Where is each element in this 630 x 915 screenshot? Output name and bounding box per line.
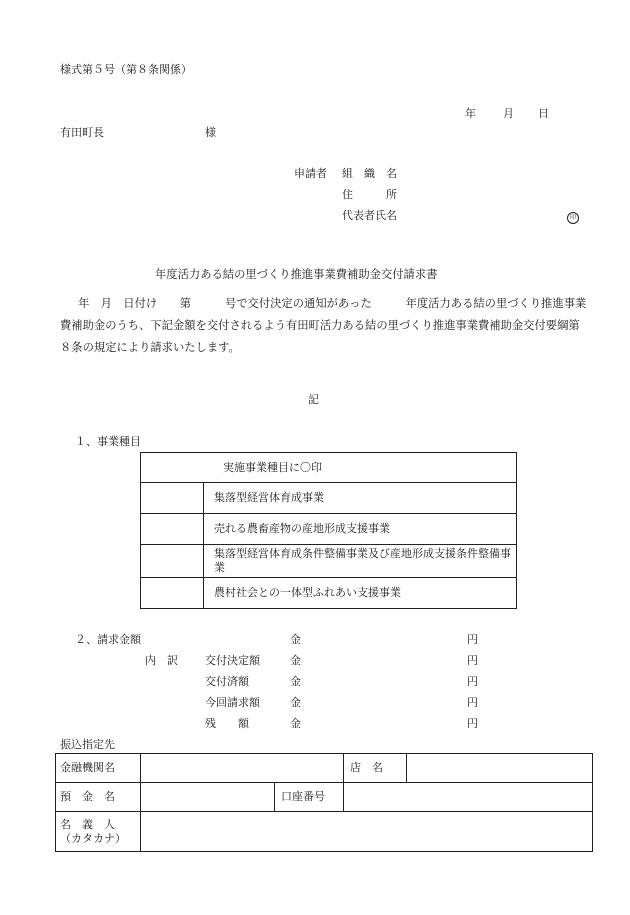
breakdown-row-label: 今回請求額 (205, 696, 260, 709)
addressee-name: 有田町長 (60, 126, 104, 139)
amount-gold-label: 金 (290, 717, 301, 730)
seal-mark-icon: 印 (567, 209, 579, 224)
table-row (141, 483, 517, 514)
table-row (56, 754, 593, 783)
mark-cell[interactable] (141, 483, 204, 514)
account-number-label: 口座番号 (275, 783, 344, 812)
address-label: 住 所 (342, 188, 397, 201)
breakdown-row-label: 交付済額 (205, 675, 249, 688)
section1-heading: １、事業種目 (75, 435, 141, 448)
account-type-label: 預 金 名 (56, 783, 141, 812)
table-row (141, 514, 517, 545)
amount-gold-label: 金 (290, 675, 301, 688)
amount-gold-label: 金 (290, 633, 301, 646)
organization-label: 組 織 名 (342, 167, 397, 180)
branch-value-cell[interactable] (407, 754, 593, 783)
project-type-label: 集落型経営体育成事業 (204, 483, 517, 514)
project-type-label: 集落型経営体育成条件整備事業及び産地形成支援条件整備事業 (204, 545, 517, 578)
bank-heading: 振込指定先 (60, 738, 115, 751)
project-type-label: 売れる農畜産物の産地形成支援事業 (204, 514, 517, 545)
amount-yen-label: 円 (467, 654, 478, 667)
table-row (56, 812, 593, 852)
amount-yen-label: 円 (467, 717, 478, 730)
date-month-label: 月 (503, 107, 514, 120)
document-title: 年度活力ある結の里づくり推進事業費補助金交付請求書 (155, 268, 438, 281)
breakdown-row-label: 残 額 (205, 717, 249, 730)
account-holder-value-cell[interactable] (141, 812, 593, 852)
representative-label: 代表者氏名 (342, 209, 397, 222)
account-type-value-cell[interactable] (141, 783, 275, 812)
breakdown-label: 内 訳 (145, 654, 178, 667)
form-number: 様式第５号（第８条関係） (60, 63, 192, 76)
request-body-text: 年 月 日付け 第 号で交付決定の通知があった 年度活力ある結の里づくり推進事業費補助金のうち、下記金額を交付されるよう有田町活力ある結の里づくり推進事業費補助金交付要綱第８条の規定により請求いたします。 (60, 297, 587, 354)
project-type-label: 農村社会との一体型ふれあい支援事業 (204, 578, 517, 609)
account-number-value-cell[interactable] (344, 783, 593, 812)
date-day-label: 日 (538, 107, 549, 120)
institution-value-cell[interactable] (141, 754, 344, 783)
amount-yen-label: 円 (467, 696, 478, 709)
account-holder-kana-label: （カタカナ） (60, 831, 126, 845)
account-holder-label: 名 義 人 (60, 817, 115, 831)
account-holder-label-cell (56, 812, 141, 852)
institution-label: 金融機関名 (56, 754, 141, 783)
ki-mark: 記 (308, 393, 319, 406)
table-row (141, 545, 517, 578)
project-type-table (140, 452, 517, 609)
branch-label: 店 名 (344, 754, 407, 783)
bank-table (55, 753, 593, 852)
section2-heading: ２、請求金額 (75, 633, 141, 646)
project-type-table-header (141, 453, 517, 483)
table-row (141, 578, 517, 609)
project-type-table-header-cell: 実施事業種目に〇印 (141, 453, 517, 483)
mark-cell[interactable] (141, 578, 204, 609)
amount-yen-label: 円 (467, 675, 478, 688)
breakdown-row-label: 交付決定額 (205, 654, 260, 667)
mark-cell[interactable] (141, 545, 204, 578)
amount-gold-label: 金 (290, 696, 301, 709)
date-year-label: 年 (465, 107, 476, 120)
applicant-label: 申請者 (294, 167, 327, 180)
table-row (56, 783, 593, 812)
amount-gold-label: 金 (290, 654, 301, 667)
amount-yen-label: 円 (467, 633, 478, 646)
mark-cell[interactable] (141, 514, 204, 545)
addressee-honorific: 様 (205, 126, 216, 139)
